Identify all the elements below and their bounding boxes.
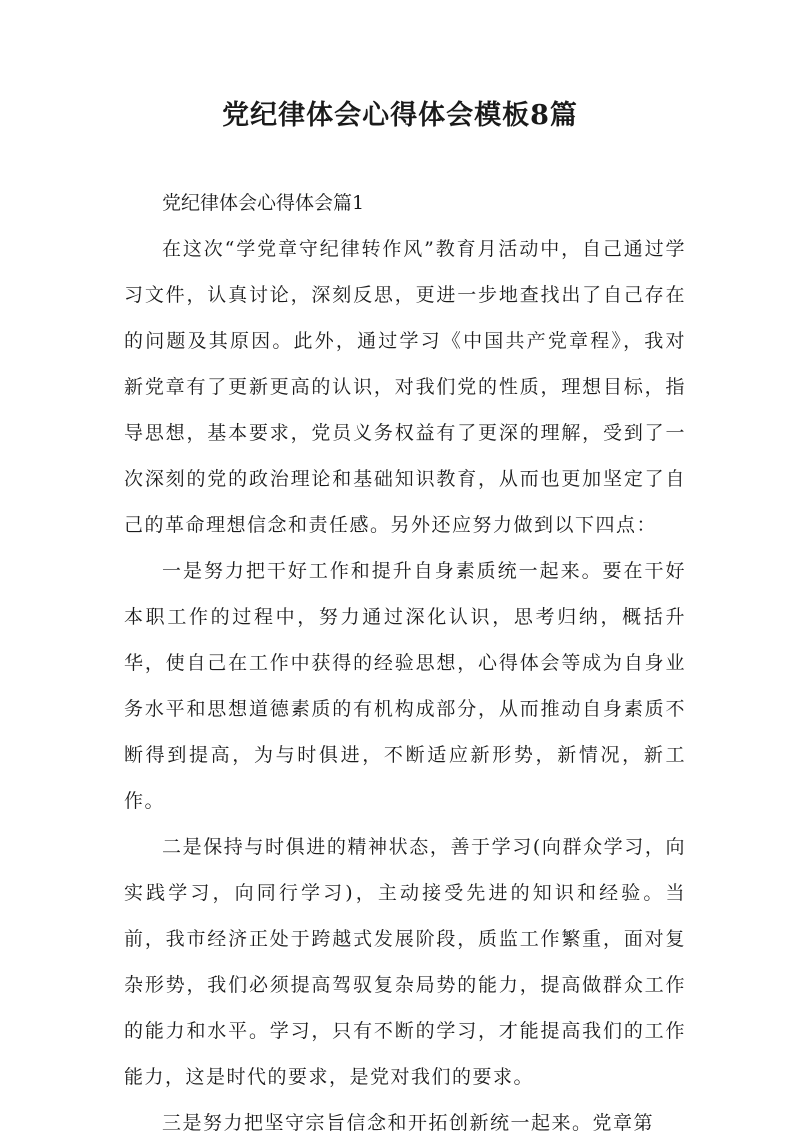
- document-body: [124, 180, 686, 1146]
- paragraph-point-two: 二是保持与时俱进的精神状态，善于学习(向群众学习，向实践学习，向同行学习)，主动接受先进的知识和经验。当前，我市经济正处于跨越式发展阶段，质监工作繁重，面对复杂形势，我们必须提高驾驭复杂局势的能力，提高做群众工作的能力和水平。学习，只有不断的学习，才能提高我们的工作能力，这是时代的要求，是党对我们的要求。: [124, 836, 686, 1088]
- paragraph-point-three: 三是努力把坚守宗旨信念和开拓创新统一起来。党章第: [162, 1112, 655, 1134]
- document-title: 党纪律体会心得体会模板8篇: [222, 100, 578, 131]
- paragraph-intro: 在这次“学党章守纪律转作风”教育月活动中，自己通过学习文件，认真讨论，深刻反思，更进一步地查找出了自己存在的问题及其原因。此外，通过学习《中国共产党章程》，我对新党章有了更新更高的认识，对我们党的性质，理想目标，指导思想，基本要求，党员义务权益有了更深的理解，受到了一次深刻的党的政治理论和基础知识教育，从而也更加坚定了自己的革命理想信念和责任感。另外还应努力做到以下四点：: [124, 238, 686, 536]
- section-heading: 党纪律体会心得体会篇1: [162, 192, 365, 214]
- paragraph-point-one: 一是努力把干好工作和提升自身素质统一起来。要在干好本职工作的过程中，努力通过深化认识，思考归纳，概括升华，使自己在工作中获得的经验思想，心得体会等成为自身业务水平和思想道德素质的有机构成部分，从而推动自身素质不断得到提高，为与时俱进，不断适应新形势，新情况，新工作。: [124, 560, 686, 812]
